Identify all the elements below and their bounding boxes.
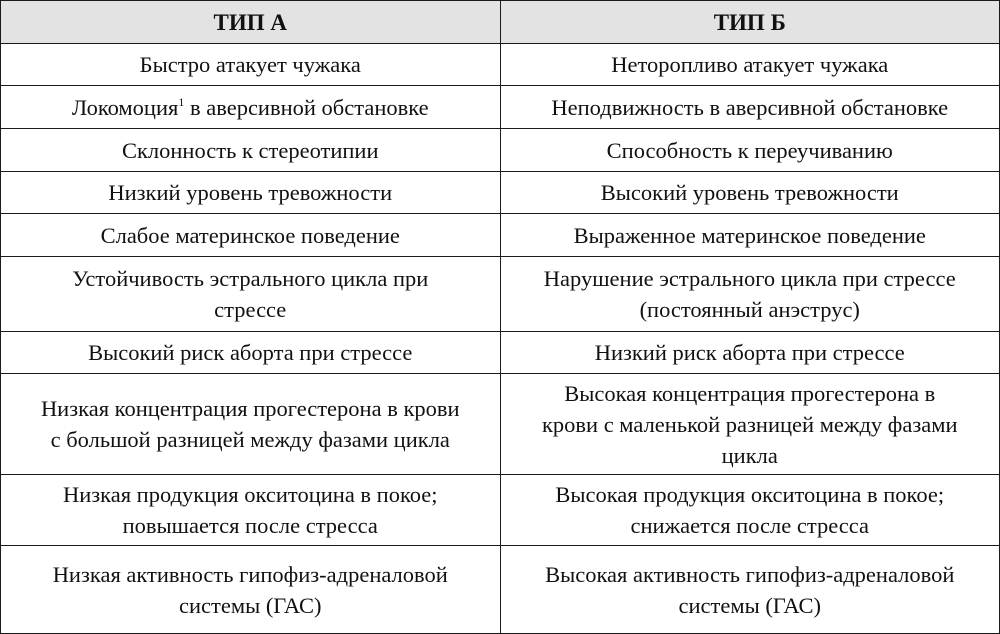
type-b-cell: Нарушение эстрального цикла при стрессе (постоянный анэструс) bbox=[500, 257, 1000, 332]
type-b-cell: Низкий риск аборта при стрессе bbox=[500, 332, 1000, 374]
header-type-a: ТИП А bbox=[1, 1, 501, 44]
type-a-cell: Устойчивость эстрального цикла при стрессе bbox=[1, 257, 501, 332]
cell-text: Локомоция bbox=[71, 94, 179, 120]
type-a-cell: Низкая активность гипофиз-адреналовой системы (ГАС) bbox=[1, 546, 501, 634]
type-a-cell bbox=[1, 86, 501, 129]
type-a-cell: Слабое материнское поведение bbox=[1, 214, 501, 257]
header-row bbox=[1, 1, 1000, 44]
type-a-cell: Высокий риск аборта при стрессе bbox=[1, 332, 501, 374]
footnote-marker: 1 bbox=[178, 94, 185, 109]
table-row bbox=[1, 214, 1000, 257]
table-row bbox=[1, 44, 1000, 86]
type-a-cell: Склонность к стереотипии bbox=[1, 129, 501, 172]
type-b-cell: Высокая концентрация прогестерона в крови с маленькой разницей между фазами цикла bbox=[500, 374, 1000, 475]
table-row bbox=[1, 374, 1000, 475]
type-b-cell: Высокий уровень тревожности bbox=[500, 172, 1000, 214]
table-row bbox=[1, 129, 1000, 172]
type-a-cell: Низкий уровень тревожности bbox=[1, 172, 501, 214]
type-b-cell: Неподвижность в аверсивной обстановке bbox=[500, 86, 1000, 129]
table-row bbox=[1, 172, 1000, 214]
type-a-cell: Быстро атакует чужака bbox=[1, 44, 501, 86]
table-row bbox=[1, 546, 1000, 634]
table-row bbox=[1, 86, 1000, 129]
cell-text-tail: в аверсивной обстановке bbox=[184, 94, 429, 120]
type-b-cell: Выраженное материнское поведение bbox=[500, 214, 1000, 257]
type-a-cell: Низкая концентрация прогестерона в крови с большой разницей между фазами цикла bbox=[1, 374, 501, 475]
type-b-cell: Способность к переучиванию bbox=[500, 129, 1000, 172]
table-row bbox=[1, 332, 1000, 374]
type-b-cell: Неторопливо атакует чужака bbox=[500, 44, 1000, 86]
type-b-cell: Высокая активность гипофиз-адреналовой системы (ГАС) bbox=[500, 546, 1000, 634]
type-b-cell: Высокая продукция окситоцина в покое; снижается после стресса bbox=[500, 475, 1000, 546]
header-type-b: ТИП Б bbox=[500, 1, 1000, 44]
table-row bbox=[1, 257, 1000, 332]
type-a-cell: Низкая продукция окситоцина в покое; повышается после стресса bbox=[1, 475, 501, 546]
table-row bbox=[1, 475, 1000, 546]
